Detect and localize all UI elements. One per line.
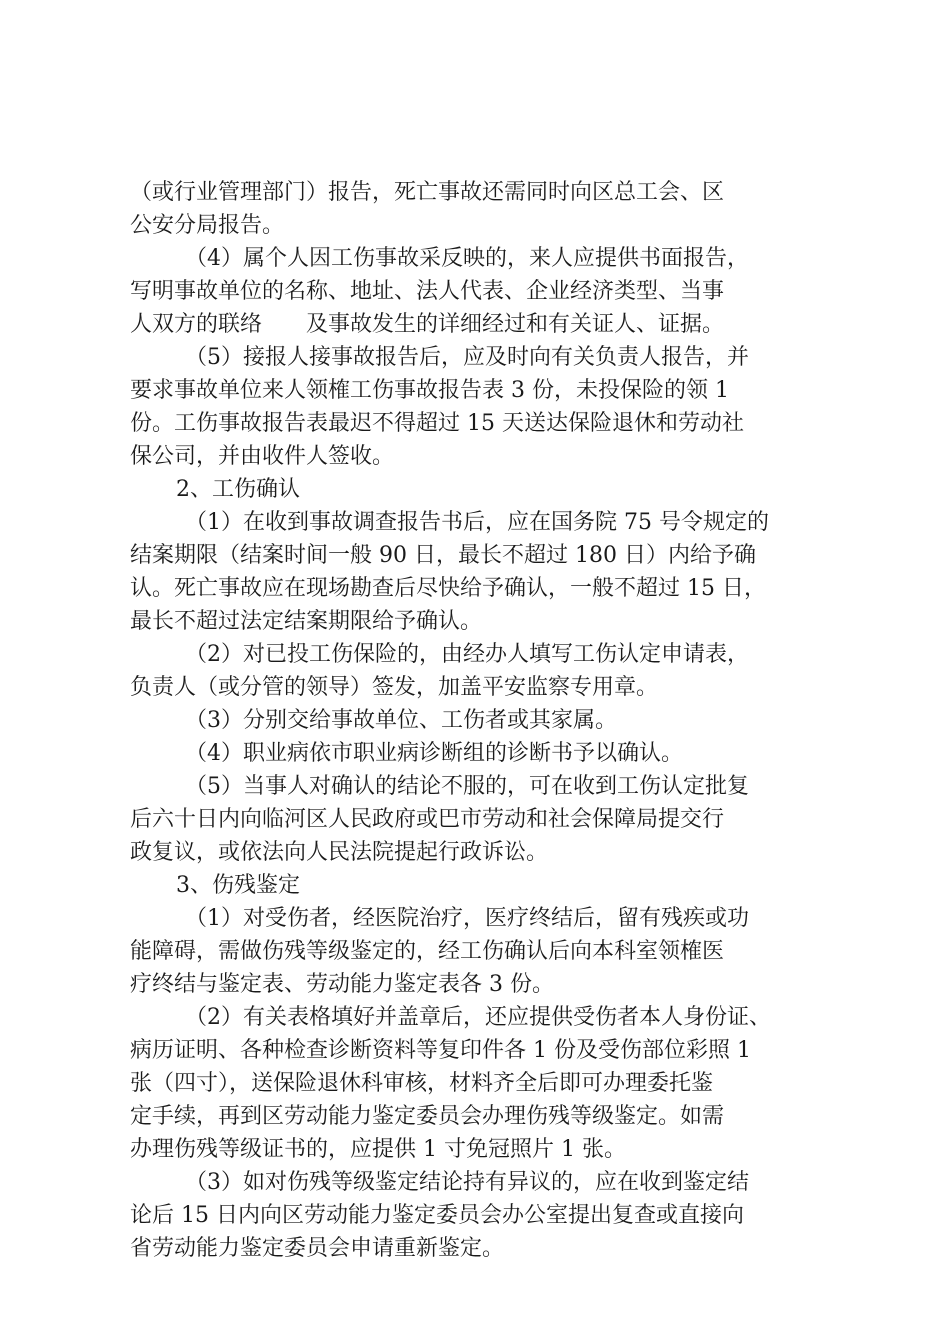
text-line: （2）有关表格填好并盖章后，还应提供受伤者本人身份证、: [185, 1005, 771, 1030]
text-line: （2）对已投工伤保险的，由经办人填写工伤认定申请表，: [185, 642, 749, 667]
text-line: 能障碍，需做伤残等级鉴定的，经工伤确认后向本科室领榷医: [130, 939, 725, 964]
text-line: （3）如对伤残等级鉴定结论持有异议的，应在收到鉴定结: [185, 1170, 749, 1195]
text-line: 认。死亡事故应在现场勘查后尽快给予确认，一般不超过 15 日，: [130, 576, 766, 601]
text-line: 保公司，并由收件人签收。: [130, 444, 395, 469]
text-line: 办理伤残等级证书的，应提供 1 寸免冠照片 1 张。: [130, 1137, 626, 1162]
text-line: （1）对受伤者，经医院治疗，医疗终结后，留有残疾或功: [185, 906, 749, 931]
text-line: 定手续，再到区劳动能力鉴定委员会办理伤残等级鉴定。如需: [130, 1104, 725, 1129]
text-line: （5）接报人接事故报告后，应及时向有关负责人报告，并: [185, 345, 749, 370]
text-line: 论后 15 日内向区劳动能力鉴定委员会办公室提出复查或直接向: [130, 1203, 744, 1228]
text-line: 张（四寸），送保险退休科审核，材料齐全后即可办理委托鉴: [130, 1071, 714, 1096]
text-line: 负责人（或分管的领导）签发，加盖平安监察专用章。: [130, 675, 659, 700]
text-line: （5）当事人对确认的结论不服的，可在收到工伤认定批复: [185, 774, 749, 799]
text-line: 省劳动能力鉴定委员会申请重新鉴定。: [130, 1236, 505, 1261]
text-line: 要求事故单位来人领榷工伤事故报告表 3 份，未投保险的领 1: [130, 378, 729, 403]
text-line: 份。工伤事故报告表最迟不得超过 15 天送达保险退休和劳动社: [130, 411, 744, 436]
text-line: 病历证明、各种检查诊断资料等复印件各 1 份及受伤部位彩照 1: [130, 1038, 751, 1063]
text-line: 公安分局报告。: [130, 213, 285, 238]
text-line: 政复议，或依法向人民法院提起行政诉讼。: [130, 840, 549, 865]
text-line: 人双方的联络 及事故发生的详细经过和有关证人、证据。: [130, 312, 725, 337]
section-heading: 2、工伤确认: [176, 477, 300, 502]
section-heading: 3、伤残鉴定: [176, 873, 300, 898]
text-line: （1）在收到事故调查报告书后，应在国务院 75 号令规定的: [185, 510, 769, 535]
text-line: 写明事故单位的名称、地址、法人代表、企业经济类型、当事: [130, 279, 725, 304]
text-line: 疗终结与鉴定表、劳动能力鉴定表各 3 份。: [130, 972, 554, 997]
text-line: （4）属个人因工伤事故采反映的，来人应提供书面报告，: [185, 246, 749, 271]
text-line: （3）分别交给事故单位、工伤者或其家属。: [185, 708, 617, 733]
document-body: [130, 176, 830, 1265]
text-line: 后六十日内向临河区人民政府或巴市劳动和社会保障局提交行: [130, 807, 725, 832]
text-line: （或行业管理部门）报告，死亡事故还需同时向区总工会、区: [130, 180, 725, 205]
text-line: （4）职业病依市职业病诊断组的诊断书予以确认。: [185, 741, 683, 766]
text-line: 最长不超过法定结案期限给予确认。: [130, 609, 483, 634]
text-line: 结案期限（结案时间一般 90 日，最长不超过 180 日）内给予确: [130, 543, 756, 568]
